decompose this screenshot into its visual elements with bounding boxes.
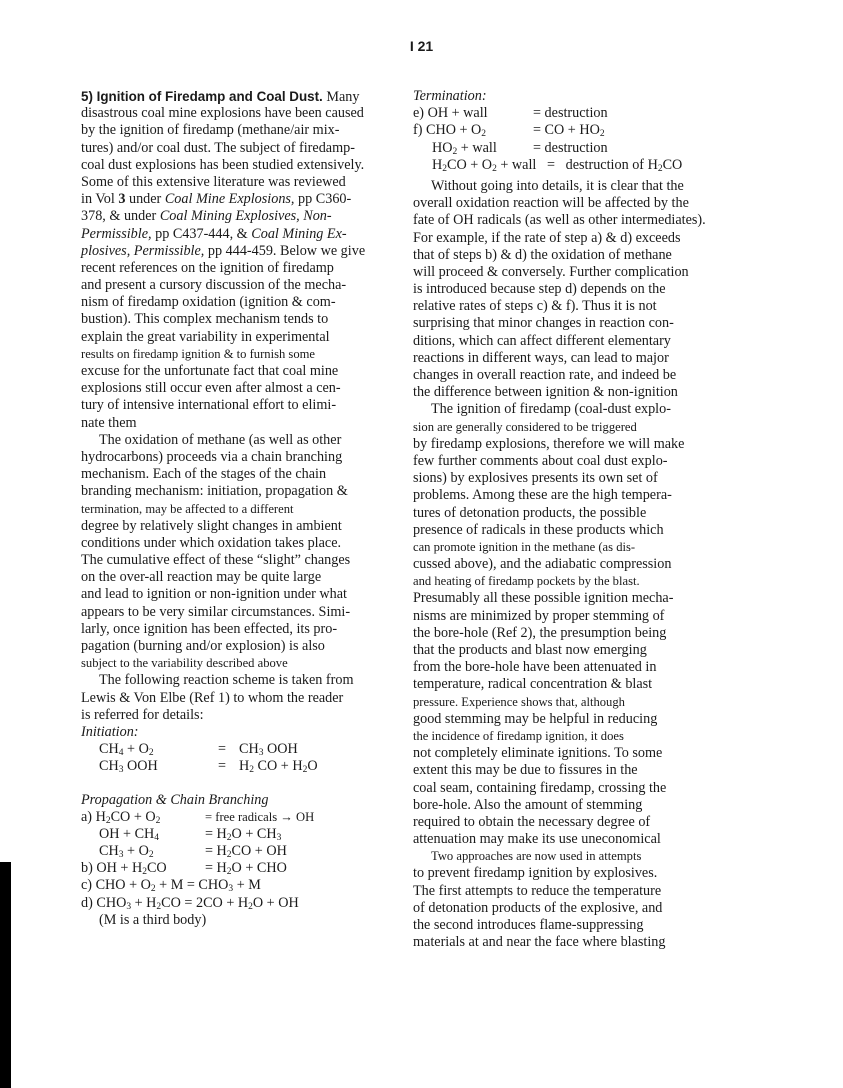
text-line: larly, once ignition has been effected, its pro- [81, 620, 338, 637]
text-line: the bore-hole (Ref 2), the presumption being [413, 624, 667, 641]
text-line: materials at and near the face where blasting [413, 934, 666, 951]
text-line: by firedamp explosions, therefore we will make [413, 435, 685, 452]
text-line: good stemming may be helpful in reducing [413, 710, 658, 727]
text-line: is introduced because step d) depends on the [413, 281, 666, 298]
reference-line: 378, & under Coal Mining Explosives, Non- [81, 208, 332, 225]
equation-a: a) $H_2CO + O_2$ = free radicals → OH [81, 808, 315, 826]
text-line: the difference between ignition & non-ignition [413, 384, 678, 401]
equation-f2: $HO_2$ + wall = destruction [432, 139, 608, 157]
text-line: the incidence of firedamp ignition, it does [413, 728, 624, 743]
text-line: Many [322, 89, 360, 105]
equation-c: c) CHO + $O_2 + M = CHO_3 + M$ [81, 877, 261, 895]
text-line: degree by relatively slight changes in ambient [81, 517, 342, 534]
text-line: disastrous coal mine explosions have been caused [81, 105, 364, 122]
text-line: changes in overall reaction rate, and indeed be [413, 367, 677, 383]
text-line: on the over-all reaction may be quite large [81, 569, 322, 586]
equation-b: b) OH + $H_2CO$ = $H_2O$ + CHO [81, 860, 287, 878]
equation-f: f) CHO + $O_2$ = CO + $HO_2$ [413, 122, 605, 140]
propagation-label: Propagation & Chain Branching [81, 791, 269, 808]
text-line: The first attempts to reduce the temperature [413, 882, 662, 899]
text-line: mechanism. Each of the stages of the chain [81, 466, 327, 483]
text-line: nisms are minimized by proper stemming of [413, 607, 665, 624]
text-line: hydrocarbons) proceeds via a chain branching [81, 448, 343, 465]
scan-edge-shadow [0, 862, 11, 1088]
text-line: and heating of firedamp pockets by the blast. [413, 574, 640, 589]
equation-a2: OH + $CH_4$ = $H_2O + CH_3$ [99, 825, 282, 843]
text-line: can promote ignition in the methane (as dis- [413, 539, 636, 554]
termination-label: Termination: [413, 88, 487, 104]
text-line: few further comments about coal dust explo- [413, 452, 668, 469]
page-number: I 21 [409, 38, 434, 54]
text-line: bustion). This complex mechanism tends to [81, 311, 329, 328]
text-line: the second introduces flame-suppressing [413, 917, 644, 933]
text-line: presence of radicals in these products which [413, 521, 664, 538]
text-line: ditions, which can affect different elementary [413, 332, 671, 349]
right-column [413, 88, 765, 951]
text-line: from the bore-hole have been attenuated in [413, 659, 657, 676]
initiation-label: Initiation: [81, 723, 139, 740]
text-line: relative rates of steps c) & f). Thus it is not [413, 298, 657, 315]
text-line: Presumably all these possible ignition mecha- [413, 590, 674, 607]
text-line: and lead to ignition or non-ignition under what [81, 586, 347, 603]
text-line: subject to the variability described above [81, 656, 288, 671]
left-column [81, 88, 401, 929]
text-line: tury of intensive international effort to elimi- [81, 397, 337, 414]
text-line: appears to be very similar circumstances. Simi- [81, 603, 351, 620]
text-line: For example, if the rate of step a) & d) exceeds [413, 229, 681, 246]
text-line: The cumulative effect of these “slight” changes [81, 552, 351, 569]
text-line: Lewis & Von Elbe (Ref 1) to whom the reader [81, 689, 344, 706]
text-line: bore-hole. Also the amount of stemming [413, 796, 643, 813]
equation-a3: $CH_3 + O_2$ = $H_2CO$ + OH [99, 843, 287, 861]
text-line: The following reaction scheme is taken from [99, 672, 354, 689]
text-line: overall oxidation reaction will be affected by the [413, 195, 689, 212]
equation-initiation-1: $CH_4 + O_2$ = $CH_3$ OOH [99, 741, 298, 759]
equation-f3: $H_2CO + O_2$ + wall = destruction of $H_2CO$ [432, 156, 683, 174]
text-line: is referred for details: [81, 706, 204, 723]
text-line: explain the great variability in experimental [81, 328, 330, 345]
text-line: nate them [81, 414, 137, 431]
equation-initiation-2: $CH_3$ OOH = $H_2$ CO + $H_2O$ [99, 758, 318, 776]
text-line: that the products and blast now emerging [413, 642, 647, 658]
third-body-note: (M is a third body) [99, 911, 207, 928]
text-line: temperature, radical concentration & blast [413, 676, 653, 693]
text-line: tures) and/or coal dust. The subject of firedamp- [81, 139, 355, 156]
spacer [81, 776, 401, 792]
text-line: Without going into details, it is clear that the [431, 177, 684, 194]
text-line: of detonation products of the explosive, and [413, 899, 663, 916]
text-line: pagation (burning and/or explosion) is also [81, 638, 325, 654]
text-line: required to obtain the necessary degree of [413, 813, 651, 830]
text-line: conditions under which oxidation takes place. [81, 534, 342, 551]
text-line: excuse for the unfortunate fact that coal mine [81, 363, 339, 379]
text-line: reactions in different ways, can lead to major [413, 349, 669, 366]
text-line: The oxidation of methane (as well as other [99, 431, 342, 448]
text-line: surprising that minor changes in reaction con- [413, 315, 674, 332]
text-line: nism of firedamp oxidation (ignition & com- [81, 294, 336, 311]
text-line: cussed above), and the adiabatic compression [413, 556, 672, 573]
equation-e: e) OH + wall = destruction [413, 105, 608, 122]
text-line: by the ignition of firedamp (methane/air mix- [81, 122, 340, 139]
text-line: and present a cursory discussion of the mecha- [81, 277, 347, 294]
text-line: coal seam, containing firedamp, crossing the [413, 779, 667, 796]
text-line: Some of this extensive literature was reviewed [81, 173, 346, 190]
text-line: will proceed & conversely. Further complication [413, 263, 689, 280]
section-heading: 5) Ignition of Firedamp and Coal Dust. [81, 89, 323, 104]
text-line: not completely eliminate ignitions. To some [413, 745, 663, 762]
text-line: sion are generally considered to be triggered [413, 419, 637, 434]
text-line: explosions still occur even after almost a cen- [81, 380, 341, 397]
reference-line: plosives, Permissible, pp 444-459. Below we give [81, 242, 366, 259]
text-line: Two approaches are now used in attempts [431, 849, 642, 864]
reference-line: Permissible, pp C437-444, & Coal Mining Ex- [81, 225, 347, 242]
reference-line: in Vol 3 under Coal Mine Explosions, pp C360- [81, 191, 352, 208]
section-heading-line [81, 88, 401, 105]
text-line: extent this may be due to fissures in the [413, 762, 638, 779]
text-line: fate of OH radicals (as well as other intermediates). [413, 212, 706, 229]
text-line: results on firedamp ignition & to furnish some [81, 346, 316, 361]
text-line: branding mechanism: initiation, propagation & [81, 483, 348, 500]
text-line: termination, may be affected to a different [81, 501, 294, 516]
text-line: tures of detonation products, the possible [413, 504, 647, 521]
text-line: attenuation may make its use uneconomical [413, 831, 661, 848]
text-line: pressure. Experience shows that, although [413, 694, 625, 709]
text-line: that of steps b) & d) the oxidation of methane [413, 246, 672, 263]
text-line: sions) by explosives presents its own set of [413, 470, 658, 487]
text-line: The ignition of firedamp (coal-dust explo- [431, 401, 671, 418]
text-line: to prevent firedamp ignition by explosives. [413, 865, 658, 882]
text-line: coal dust explosions has been studied extensively. [81, 156, 365, 173]
equation-d: d) $CHO_3 + H_2CO = 2CO + H_2O$ + OH [81, 894, 299, 912]
text-line: recent references on the ignition of firedamp [81, 259, 334, 276]
text-line: problems. Among these are the high tempera- [413, 487, 672, 504]
